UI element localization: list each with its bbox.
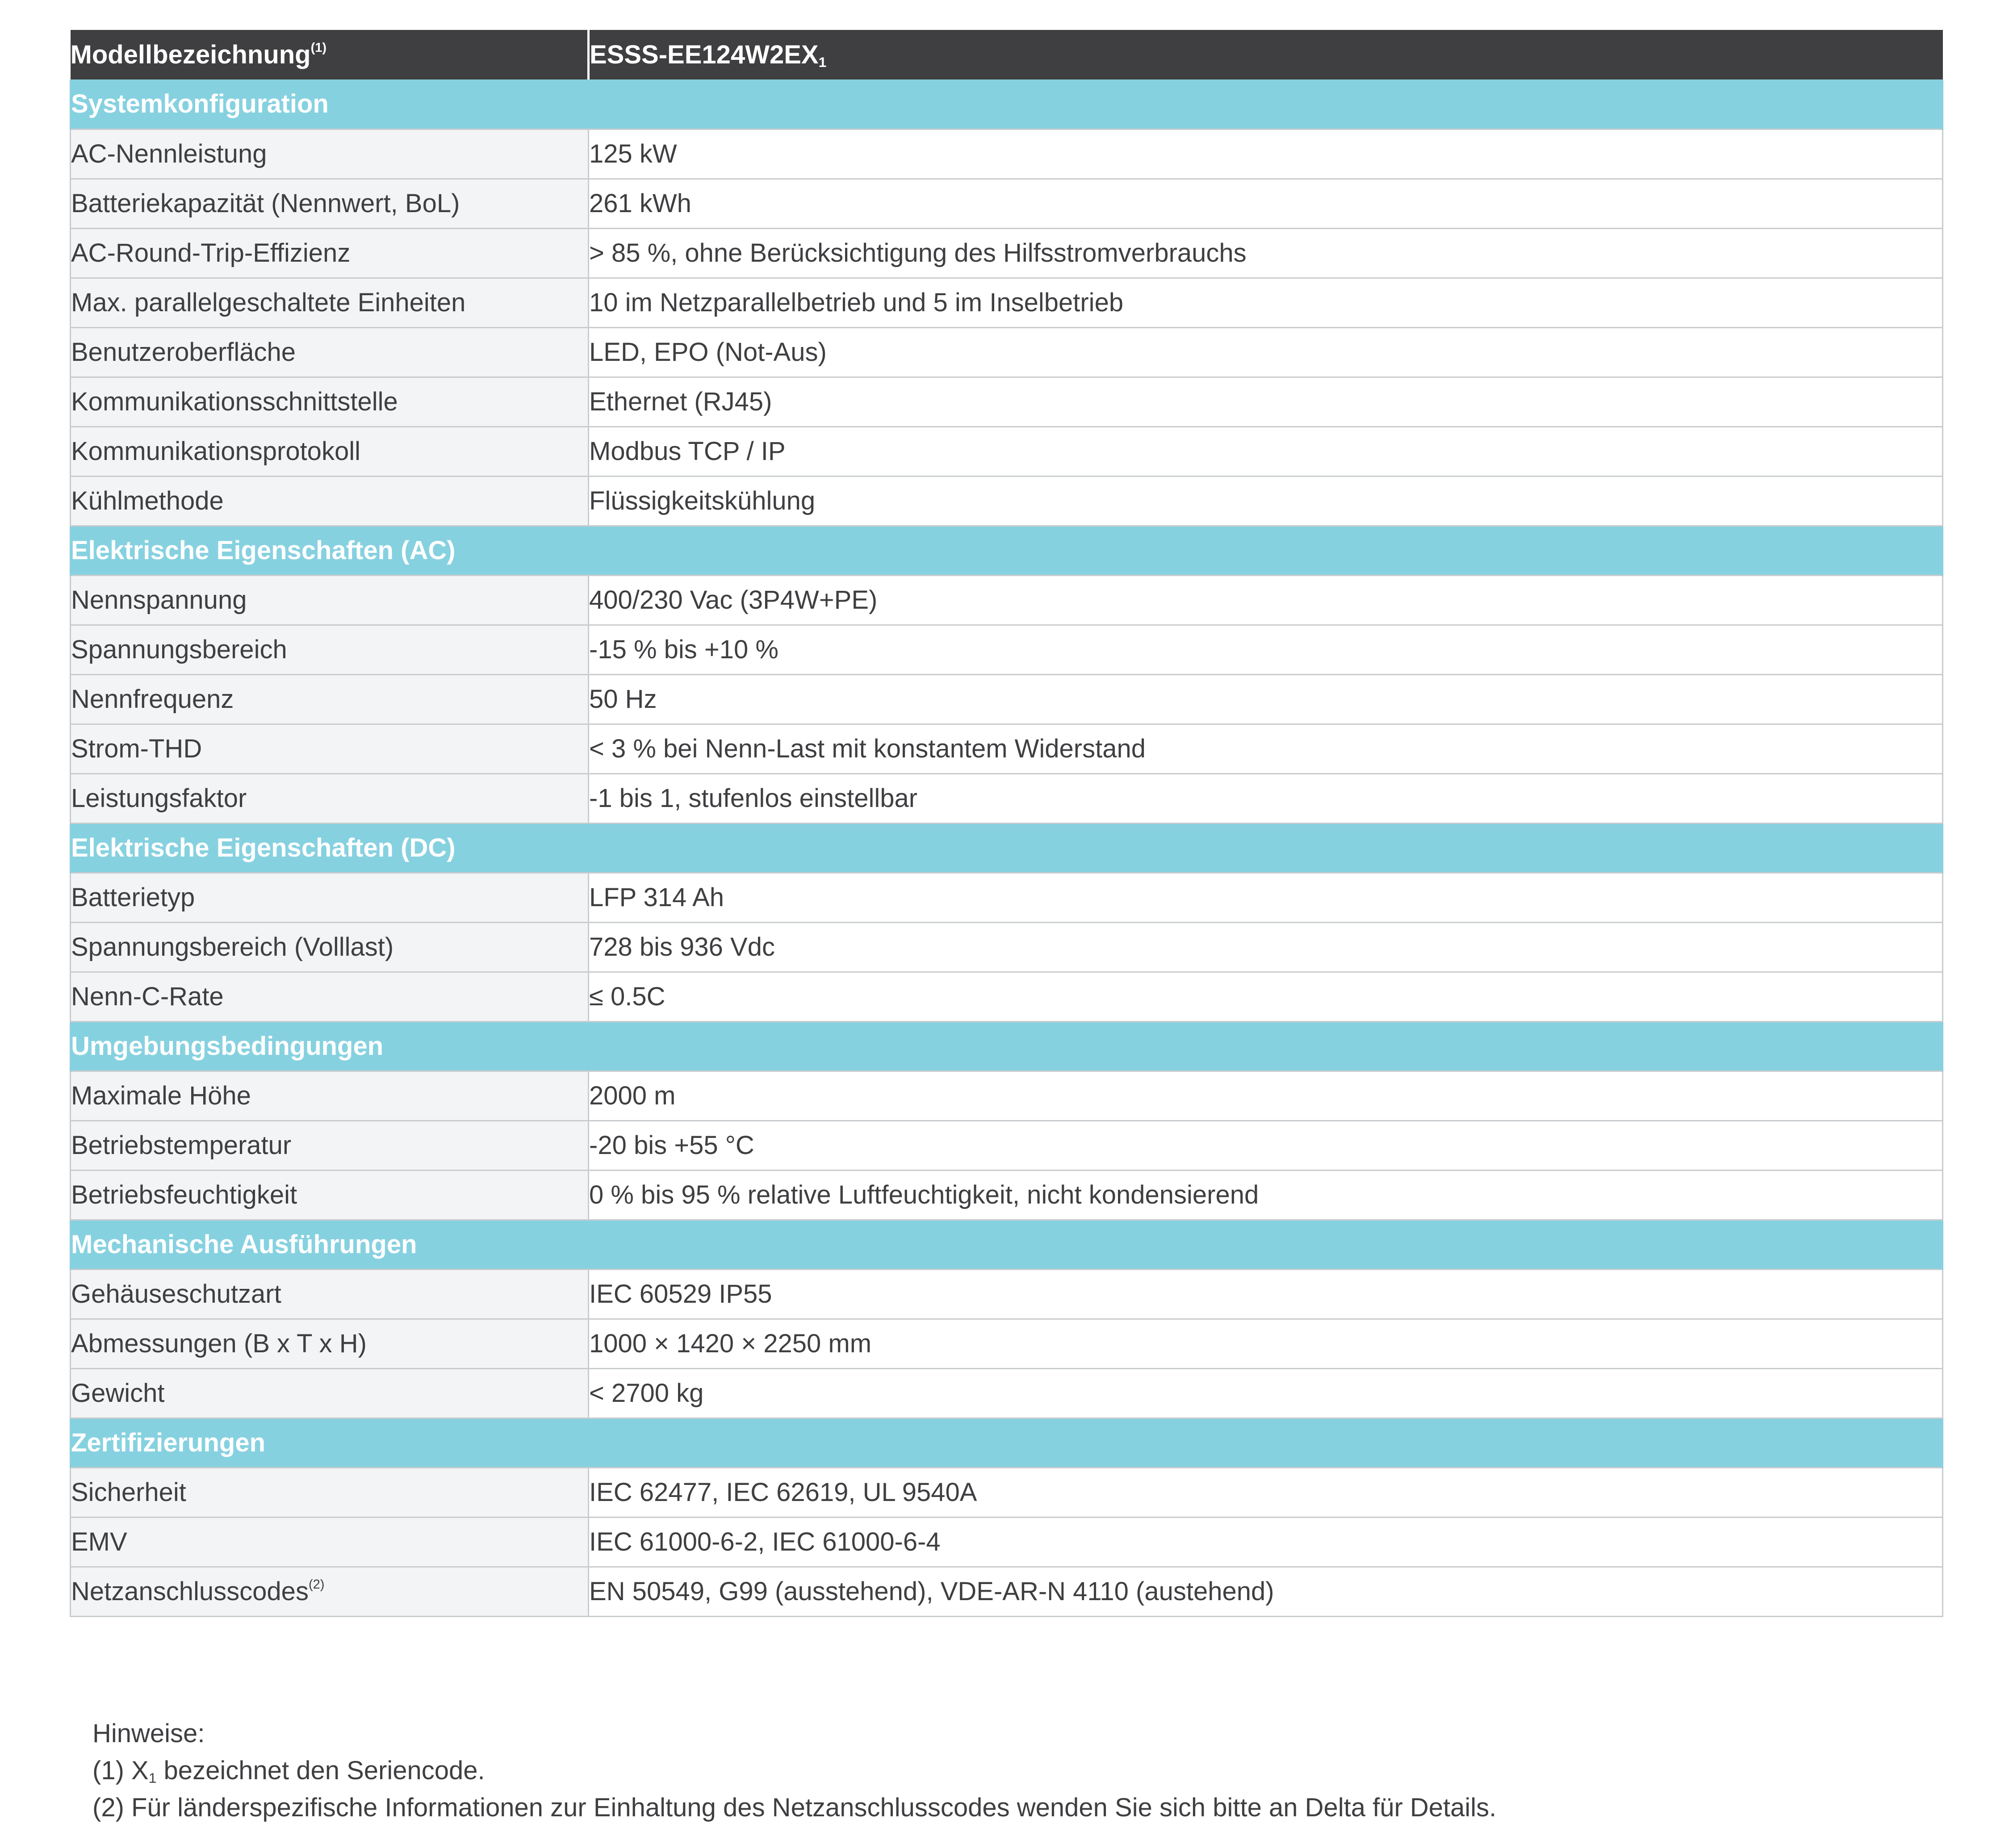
- section-title: Umgebungsbedingungen: [71, 1021, 1943, 1071]
- row-label-footnote: (2): [308, 1577, 325, 1592]
- row-label: [71, 773, 589, 823]
- section-header-row: [71, 1021, 1943, 1071]
- row-label: [71, 1319, 589, 1368]
- row-label-text: Leistungsfaktor: [71, 783, 247, 813]
- row-value: 10 im Netzparallelbetrieb und 5 im Inselbetrieb: [589, 278, 1943, 327]
- row-label: [71, 278, 589, 327]
- row-label: [71, 1121, 589, 1170]
- section-title: Elektrische Eigenschaften (DC): [71, 823, 1943, 873]
- section-header-row: [71, 1220, 1943, 1269]
- row-label-text: Kommunikationsprotokoll: [71, 436, 360, 466]
- table-row: [71, 377, 1943, 426]
- note-1-prefix: (1) X: [92, 1756, 149, 1785]
- model-name: ESSS-EE124W2EX: [590, 40, 819, 69]
- row-label: [71, 377, 589, 426]
- row-label: [71, 922, 589, 972]
- table-row: [71, 1269, 1943, 1319]
- row-value: 728 bis 936 Vdc: [589, 922, 1943, 972]
- row-label: [71, 1468, 589, 1517]
- row-value: -1 bis 1, stufenlos einstellbar: [589, 773, 1943, 823]
- row-label-text: Strom-THD: [71, 734, 202, 763]
- row-label: [71, 129, 589, 179]
- header-key-label: Modellbezeichnung: [70, 40, 311, 69]
- header-key-cell: [71, 30, 589, 79]
- row-label-text: Gehäuseschutzart: [71, 1279, 281, 1309]
- notes-title: Hinweise:: [92, 1719, 205, 1748]
- row-label-text: Netzanschlusscodes: [71, 1576, 309, 1606]
- row-label-text: Spannungsbereich (Volllast): [71, 932, 394, 962]
- spec-table-body: [71, 79, 1943, 1616]
- section-header-row: [71, 1418, 1943, 1468]
- section-title: Elektrische Eigenschaften (AC): [71, 526, 1943, 575]
- section-header-row: [71, 823, 1943, 873]
- table-row: [71, 625, 1943, 674]
- row-label: [71, 625, 589, 674]
- table-row: [71, 972, 1943, 1021]
- row-label: [71, 476, 589, 526]
- row-value: IEC 61000-6-2, IEC 61000-6-4: [589, 1517, 1943, 1567]
- row-value: Modbus TCP / IP: [589, 426, 1943, 476]
- row-label-text: Kommunikationsschnittstelle: [71, 387, 398, 416]
- row-value: < 3 % bei Nenn-Last mit konstantem Widerstand: [589, 724, 1943, 773]
- note-1-subscript: 1: [148, 1769, 157, 1786]
- table-row: [71, 922, 1943, 972]
- row-value: ≤ 0.5C: [589, 972, 1943, 1021]
- row-label-text: Spannungsbereich: [71, 635, 287, 664]
- row-label: [71, 873, 589, 922]
- table-row: [71, 1567, 1943, 1616]
- row-label-text: Sicherheit: [71, 1477, 186, 1507]
- row-label-text: Betriebsfeuchtigkeit: [71, 1180, 297, 1209]
- row-label-text: Abmessungen (B x T x H): [71, 1329, 367, 1358]
- row-label-text: AC-Nennleistung: [71, 139, 267, 168]
- row-label: [71, 327, 589, 377]
- row-value: -15 % bis +10 %: [589, 625, 1943, 674]
- row-label-text: Gewicht: [71, 1378, 165, 1408]
- table-row: [71, 1121, 1943, 1170]
- row-value: 1000 × 1420 × 2250 mm: [589, 1319, 1943, 1368]
- section-title: Mechanische Ausführungen: [71, 1220, 1943, 1269]
- table-row: [71, 476, 1943, 526]
- section-header-row: [71, 79, 1943, 129]
- table-row: [71, 1368, 1943, 1418]
- row-value: 261 kWh: [589, 179, 1943, 228]
- row-value: 0 % bis 95 % relative Luftfeuchtigkeit, nicht kondensierend: [589, 1170, 1943, 1220]
- row-label: [71, 575, 589, 625]
- table-row: [71, 179, 1943, 228]
- table-row: [71, 873, 1943, 922]
- row-label: [71, 724, 589, 773]
- row-value: > 85 %, ohne Berücksichtigung des Hilfsstromverbrauchs: [589, 228, 1943, 278]
- table-row: [71, 327, 1943, 377]
- table-row: [71, 129, 1943, 179]
- table-row: [71, 426, 1943, 476]
- table-row: [71, 1468, 1943, 1517]
- row-label-text: Benutzeroberfläche: [71, 337, 296, 367]
- table-row: [71, 773, 1943, 823]
- table-row: [71, 1319, 1943, 1368]
- row-value: 2000 m: [589, 1071, 1943, 1121]
- row-label-text: Max. parallelgeschaltete Einheiten: [71, 288, 466, 317]
- table-row: [71, 228, 1943, 278]
- table-row: [71, 724, 1943, 773]
- note-1: [92, 1752, 1496, 1789]
- row-value: EN 50549, G99 (ausstehend), VDE-AR-N 4110 (austehend): [589, 1567, 1943, 1616]
- row-label-text: Batterietyp: [71, 882, 195, 912]
- row-label-text: EMV: [71, 1527, 127, 1556]
- row-value: Flüssigkeitskühlung: [589, 476, 1943, 526]
- row-label-text: Maximale Höhe: [71, 1081, 251, 1110]
- row-value: -20 bis +55 °C: [589, 1121, 1943, 1170]
- notes: [92, 1715, 1496, 1826]
- row-label: [71, 1071, 589, 1121]
- row-label-text: Nenn-C-Rate: [71, 982, 224, 1011]
- table-row: [71, 1517, 1943, 1567]
- table-row: [71, 278, 1943, 327]
- row-label: [71, 674, 589, 724]
- row-label-text: Betriebstemperatur: [71, 1130, 292, 1160]
- row-label-text: Kühlmethode: [71, 486, 224, 515]
- section-header-row: [71, 526, 1943, 575]
- row-label: [71, 1517, 589, 1567]
- table-row: [71, 1170, 1943, 1220]
- spec-table: [70, 30, 1943, 1617]
- row-value: 400/230 Vac (3P4W+PE): [589, 575, 1943, 625]
- row-label: [71, 1170, 589, 1220]
- row-label-text: Nennfrequenz: [71, 684, 234, 714]
- table-row: [71, 1071, 1943, 1121]
- row-label: [71, 1269, 589, 1319]
- row-value: LFP 314 Ah: [589, 873, 1943, 922]
- row-label: [71, 1368, 589, 1418]
- row-label: [71, 179, 589, 228]
- row-label: [71, 426, 589, 476]
- section-title: Zertifizierungen: [71, 1418, 1943, 1468]
- table-row: [71, 674, 1943, 724]
- header-key-footnote: (1): [310, 40, 327, 55]
- row-label-text: AC-Round-Trip-Effizienz: [71, 238, 351, 268]
- row-value: 125 kW: [589, 129, 1943, 179]
- row-label-text: Batteriekapazität (Nennwert, BoL): [71, 188, 460, 218]
- table-header-row: [71, 30, 1943, 79]
- row-value: Ethernet (RJ45): [589, 377, 1943, 426]
- row-value: 50 Hz: [589, 674, 1943, 724]
- row-label: [71, 228, 589, 278]
- row-value: IEC 62477, IEC 62619, UL 9540A: [589, 1468, 1943, 1517]
- row-label-text: Nennspannung: [71, 585, 247, 615]
- section-title: Systemkonfiguration: [71, 79, 1943, 129]
- note-1-text: bezeichnet den Seriencode.: [156, 1756, 485, 1785]
- table-row: [71, 575, 1943, 625]
- header-value-cell: [589, 30, 1943, 79]
- row-label: [71, 972, 589, 1021]
- row-value: LED, EPO (Not-Aus): [589, 327, 1943, 377]
- note-2: (2) Für länderspezifische Informationen zur Einhaltung des Netzanschlusscodes wenden Sie sich bitte an Delta für Details.: [92, 1793, 1497, 1822]
- row-value: < 2700 kg: [589, 1368, 1943, 1418]
- row-label: [71, 1567, 589, 1616]
- model-subscript: 1: [818, 54, 827, 70]
- row-value: IEC 60529 IP55: [589, 1269, 1943, 1319]
